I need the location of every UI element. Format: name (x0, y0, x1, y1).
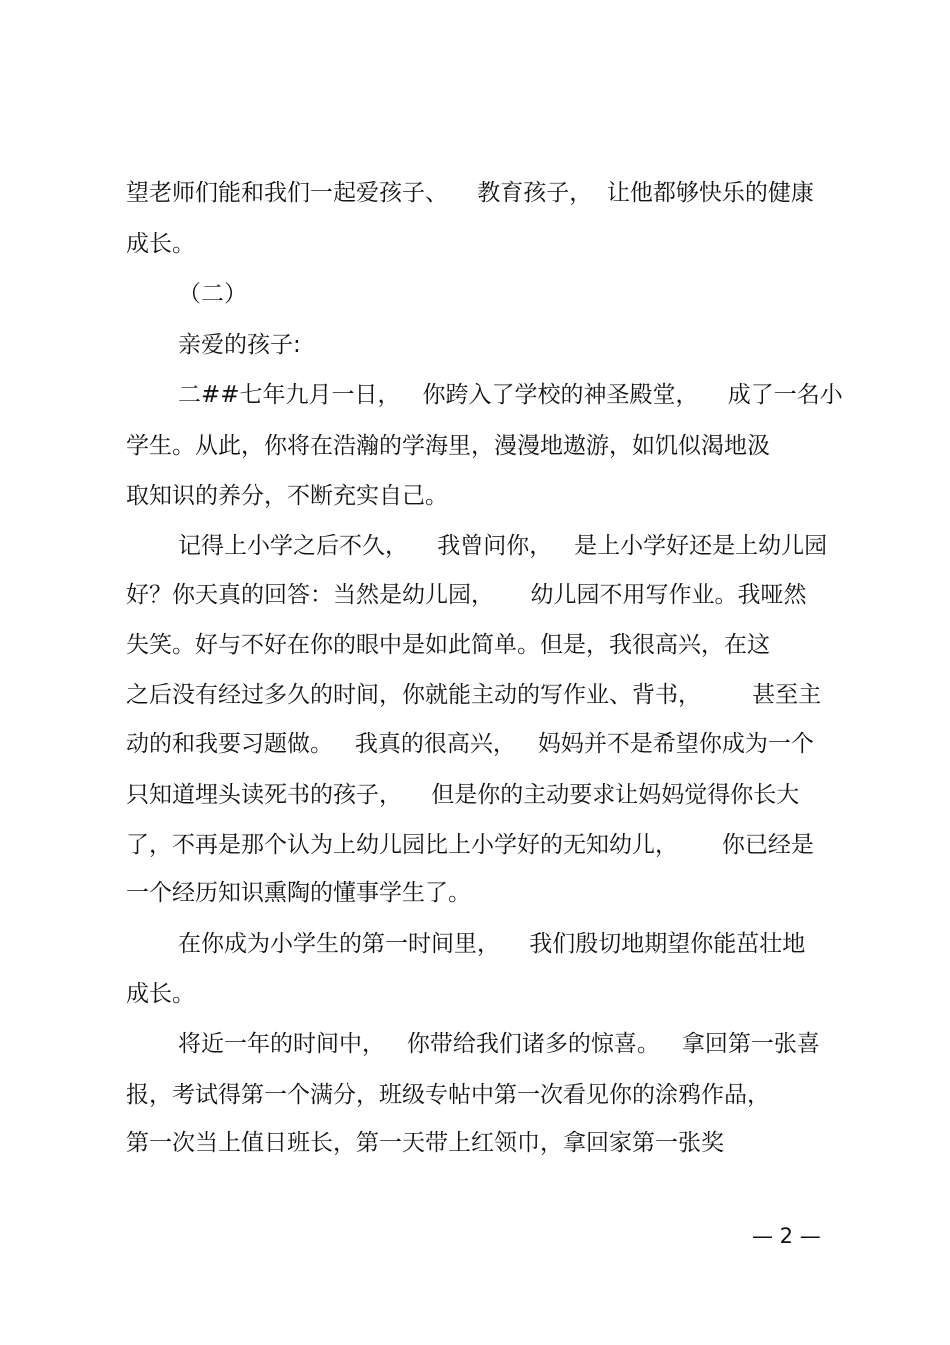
text-line: 之后没有经过多久的时间，你就能主动的写作业、背书， 甚至主 (126, 682, 822, 708)
text-line: 记得上小学之后不久， 我曾问你， 是上小学好还是上幼儿园 (178, 533, 828, 559)
text-line: 第一次当上值日班长，第一天带上红领巾，拿回家第一张奖 (126, 1130, 724, 1156)
text-line: 成长。 (126, 231, 195, 257)
text-line: 望老师们能和我们一起爱孩子、 教育孩子， 让他都够快乐的健康 (126, 180, 814, 206)
text-line: 只知道埋头读死书的孩子， 但是你的主动要求让妈妈觉得你长大 (126, 782, 800, 808)
text-line: 了，不再是那个认为上幼儿园比上小学好的无知幼儿， 你已经是 (126, 832, 814, 858)
text-line: 好？你天真的回答：当然是幼儿园， 幼儿园不用写作业。我哑然 (126, 582, 807, 608)
text-line: 报，考试得第一个满分，班级专帖中第一次看见你的涂鸦作品， (126, 1082, 770, 1108)
text-line: 在你成为小学生的第一时间里， 我们殷切地期望你能茁壮地 (178, 931, 806, 957)
text-line: 学生。从此，你将在浩瀚的学海里，漫漫地遨游，如饥似渴地汲 (126, 433, 770, 459)
text-line: 二##七年九月一日， 你跨入了学校的神圣殿堂， 成了一名小 (178, 382, 843, 408)
text-line: 成长。 (126, 981, 195, 1007)
text-line: 失笑。好与不好在你的眼中是如此简单。但是，我很高兴，在这 (126, 632, 770, 658)
section-heading: （二） (178, 281, 247, 307)
page-number: — 2 — (752, 1224, 821, 1248)
text-line: 将近一年的时间中， 你带给我们诸多的惊喜。 拿回第一张喜 (178, 1031, 820, 1057)
salutation: 亲爱的孩子: (178, 332, 301, 358)
text-line: 一个经历知识熏陶的懂事学生了。 (126, 880, 471, 906)
text-line: 取知识的养分，不断充实自己。 (126, 483, 448, 509)
text-line: 动的和我要习题做。 我真的很高兴， 妈妈并不是希望你成为一个 (126, 731, 814, 757)
